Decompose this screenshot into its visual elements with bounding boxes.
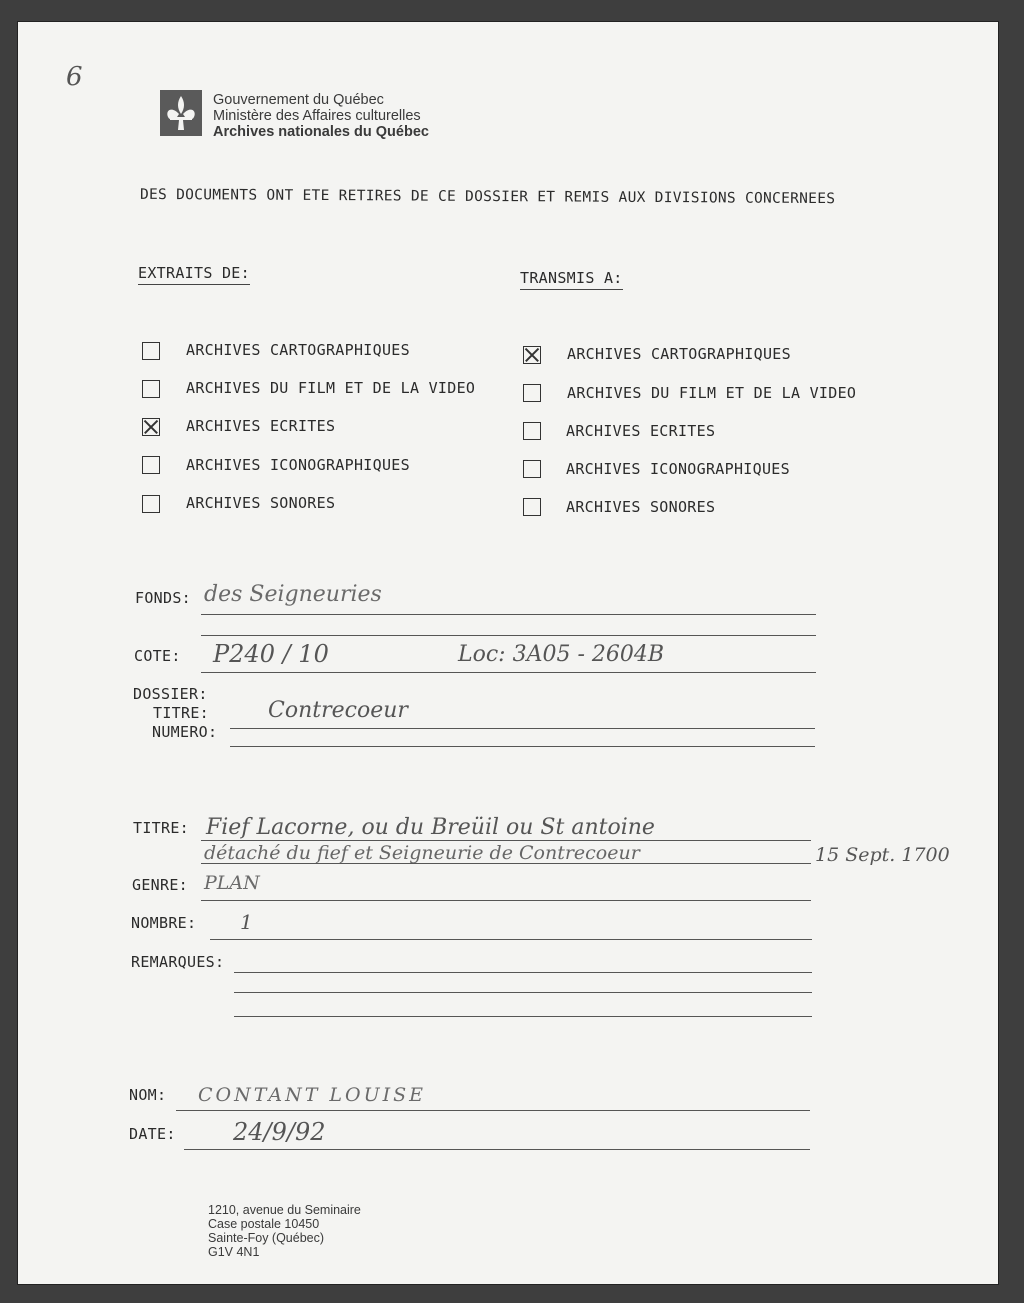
- corner-mark: 6: [66, 62, 83, 92]
- loc-value[interactable]: Loc: 3A05 - 2604B: [458, 642, 665, 667]
- fleur-de-lis-logo-icon: [160, 90, 202, 136]
- extraits-checkbox-iconographiques[interactable]: [142, 456, 160, 474]
- remarques-label: REMARQUES:: [131, 953, 225, 971]
- transmis-label-iconographiques: ARCHIVES ICONOGRAPHIQUES: [566, 460, 790, 478]
- titre-date[interactable]: 15 Sept. 1700: [815, 844, 950, 866]
- extraits-checkbox-ecrites[interactable]: [142, 418, 160, 436]
- form-sheet: [18, 22, 998, 1284]
- extraits-label-film-video: ARCHIVES DU FILM ET DE LA VIDEO: [186, 379, 476, 397]
- nom-value[interactable]: CONTANT LOUISE: [198, 1084, 427, 1106]
- remarques-line-2: [234, 992, 812, 993]
- titre-line-1[interactable]: Fief Lacorne, ou du Breüil ou St antoine: [206, 815, 655, 840]
- extraits-label-cartographiques: ARCHIVES CARTOGRAPHIQUES: [186, 341, 410, 359]
- header-line-2: Ministère des Affaires culturelles: [213, 108, 421, 124]
- numero-line: [230, 746, 815, 747]
- cote-value[interactable]: P240 / 10: [213, 640, 329, 668]
- transmis-checkbox-film-video[interactable]: [523, 384, 541, 402]
- transmis-label-ecrites: ARCHIVES ECRITES: [566, 422, 716, 440]
- genre-line: [201, 900, 811, 901]
- transmis-label-cartographiques: ARCHIVES CARTOGRAPHIQUES: [567, 345, 791, 363]
- transmis-heading: TRANSMIS A:: [520, 269, 623, 290]
- dossier-titre-value[interactable]: Contrecoeur: [268, 698, 408, 723]
- extraits-checkbox-cartographiques[interactable]: [142, 342, 160, 360]
- genre-label: GENRE:: [132, 876, 188, 894]
- extraits-label-iconographiques: ARCHIVES ICONOGRAPHIQUES: [186, 456, 410, 474]
- titre-line-2[interactable]: détaché du fief et Seigneurie de Contrecoeur: [204, 842, 640, 864]
- transmis-checkbox-sonores[interactable]: [523, 498, 541, 516]
- titre-line-2-rule: [201, 863, 811, 864]
- header-line-3: Archives nationales du Québec: [213, 124, 429, 140]
- nom-label: NOM:: [129, 1086, 167, 1104]
- nom-line: [176, 1110, 810, 1111]
- nombre-value[interactable]: 1: [240, 910, 253, 934]
- fonds-line-2: [201, 635, 816, 636]
- transmis-checkbox-iconographiques[interactable]: [523, 460, 541, 478]
- titre-label: TITRE:: [133, 819, 189, 837]
- titre-line-1-rule: [201, 840, 811, 841]
- fonds-value[interactable]: des Seigneuries: [204, 582, 382, 607]
- nombre-line: [210, 939, 812, 940]
- fonds-label: FONDS:: [135, 589, 191, 607]
- remarques-line-1: [234, 972, 812, 973]
- cote-label: COTE:: [134, 647, 181, 665]
- numero-label: NUMERO:: [152, 723, 218, 741]
- extraits-label-sonores: ARCHIVES SONORES: [186, 494, 336, 512]
- dossier-titre-line: [230, 728, 815, 729]
- transmis-label-film-video: ARCHIVES DU FILM ET DE LA VIDEO: [567, 384, 857, 402]
- transmis-label-sonores: ARCHIVES SONORES: [566, 498, 716, 516]
- dossier-titre-label: TITRE:: [153, 704, 209, 722]
- notice-text: DES DOCUMENTS ONT ETE RETIRES DE CE DOSSIER ET REMIS AUX DIVISIONS CONCERNEES: [139, 186, 836, 208]
- address-line-4: G1V 4N1: [208, 1245, 260, 1259]
- dossier-label: DOSSIER:: [133, 685, 208, 703]
- address-line-3: Sainte-Foy (Québec): [208, 1231, 325, 1245]
- header-line-1: Gouvernement du Québec: [213, 92, 384, 108]
- date-value[interactable]: 24/9/92: [233, 1118, 326, 1146]
- transmis-checkbox-cartographiques[interactable]: [523, 346, 541, 364]
- date-label: DATE:: [129, 1125, 176, 1143]
- transmis-checkbox-ecrites[interactable]: [523, 422, 541, 440]
- extraits-label-ecrites: ARCHIVES ECRITES: [186, 417, 336, 435]
- nombre-label: NOMBRE:: [131, 914, 197, 932]
- extraits-checkbox-sonores[interactable]: [142, 495, 160, 513]
- extraits-heading: EXTRAITS DE:: [138, 264, 250, 285]
- genre-value[interactable]: PLAN: [204, 872, 260, 894]
- address-line-1: 1210, avenue du Seminaire: [208, 1203, 361, 1217]
- extraits-checkbox-film-video[interactable]: [142, 380, 160, 398]
- remarques-line-3: [234, 1016, 812, 1017]
- fonds-line-1: [201, 614, 816, 615]
- address-line-2: Case postale 10450: [208, 1217, 320, 1231]
- date-line: [184, 1149, 810, 1150]
- cote-line: [201, 672, 816, 673]
